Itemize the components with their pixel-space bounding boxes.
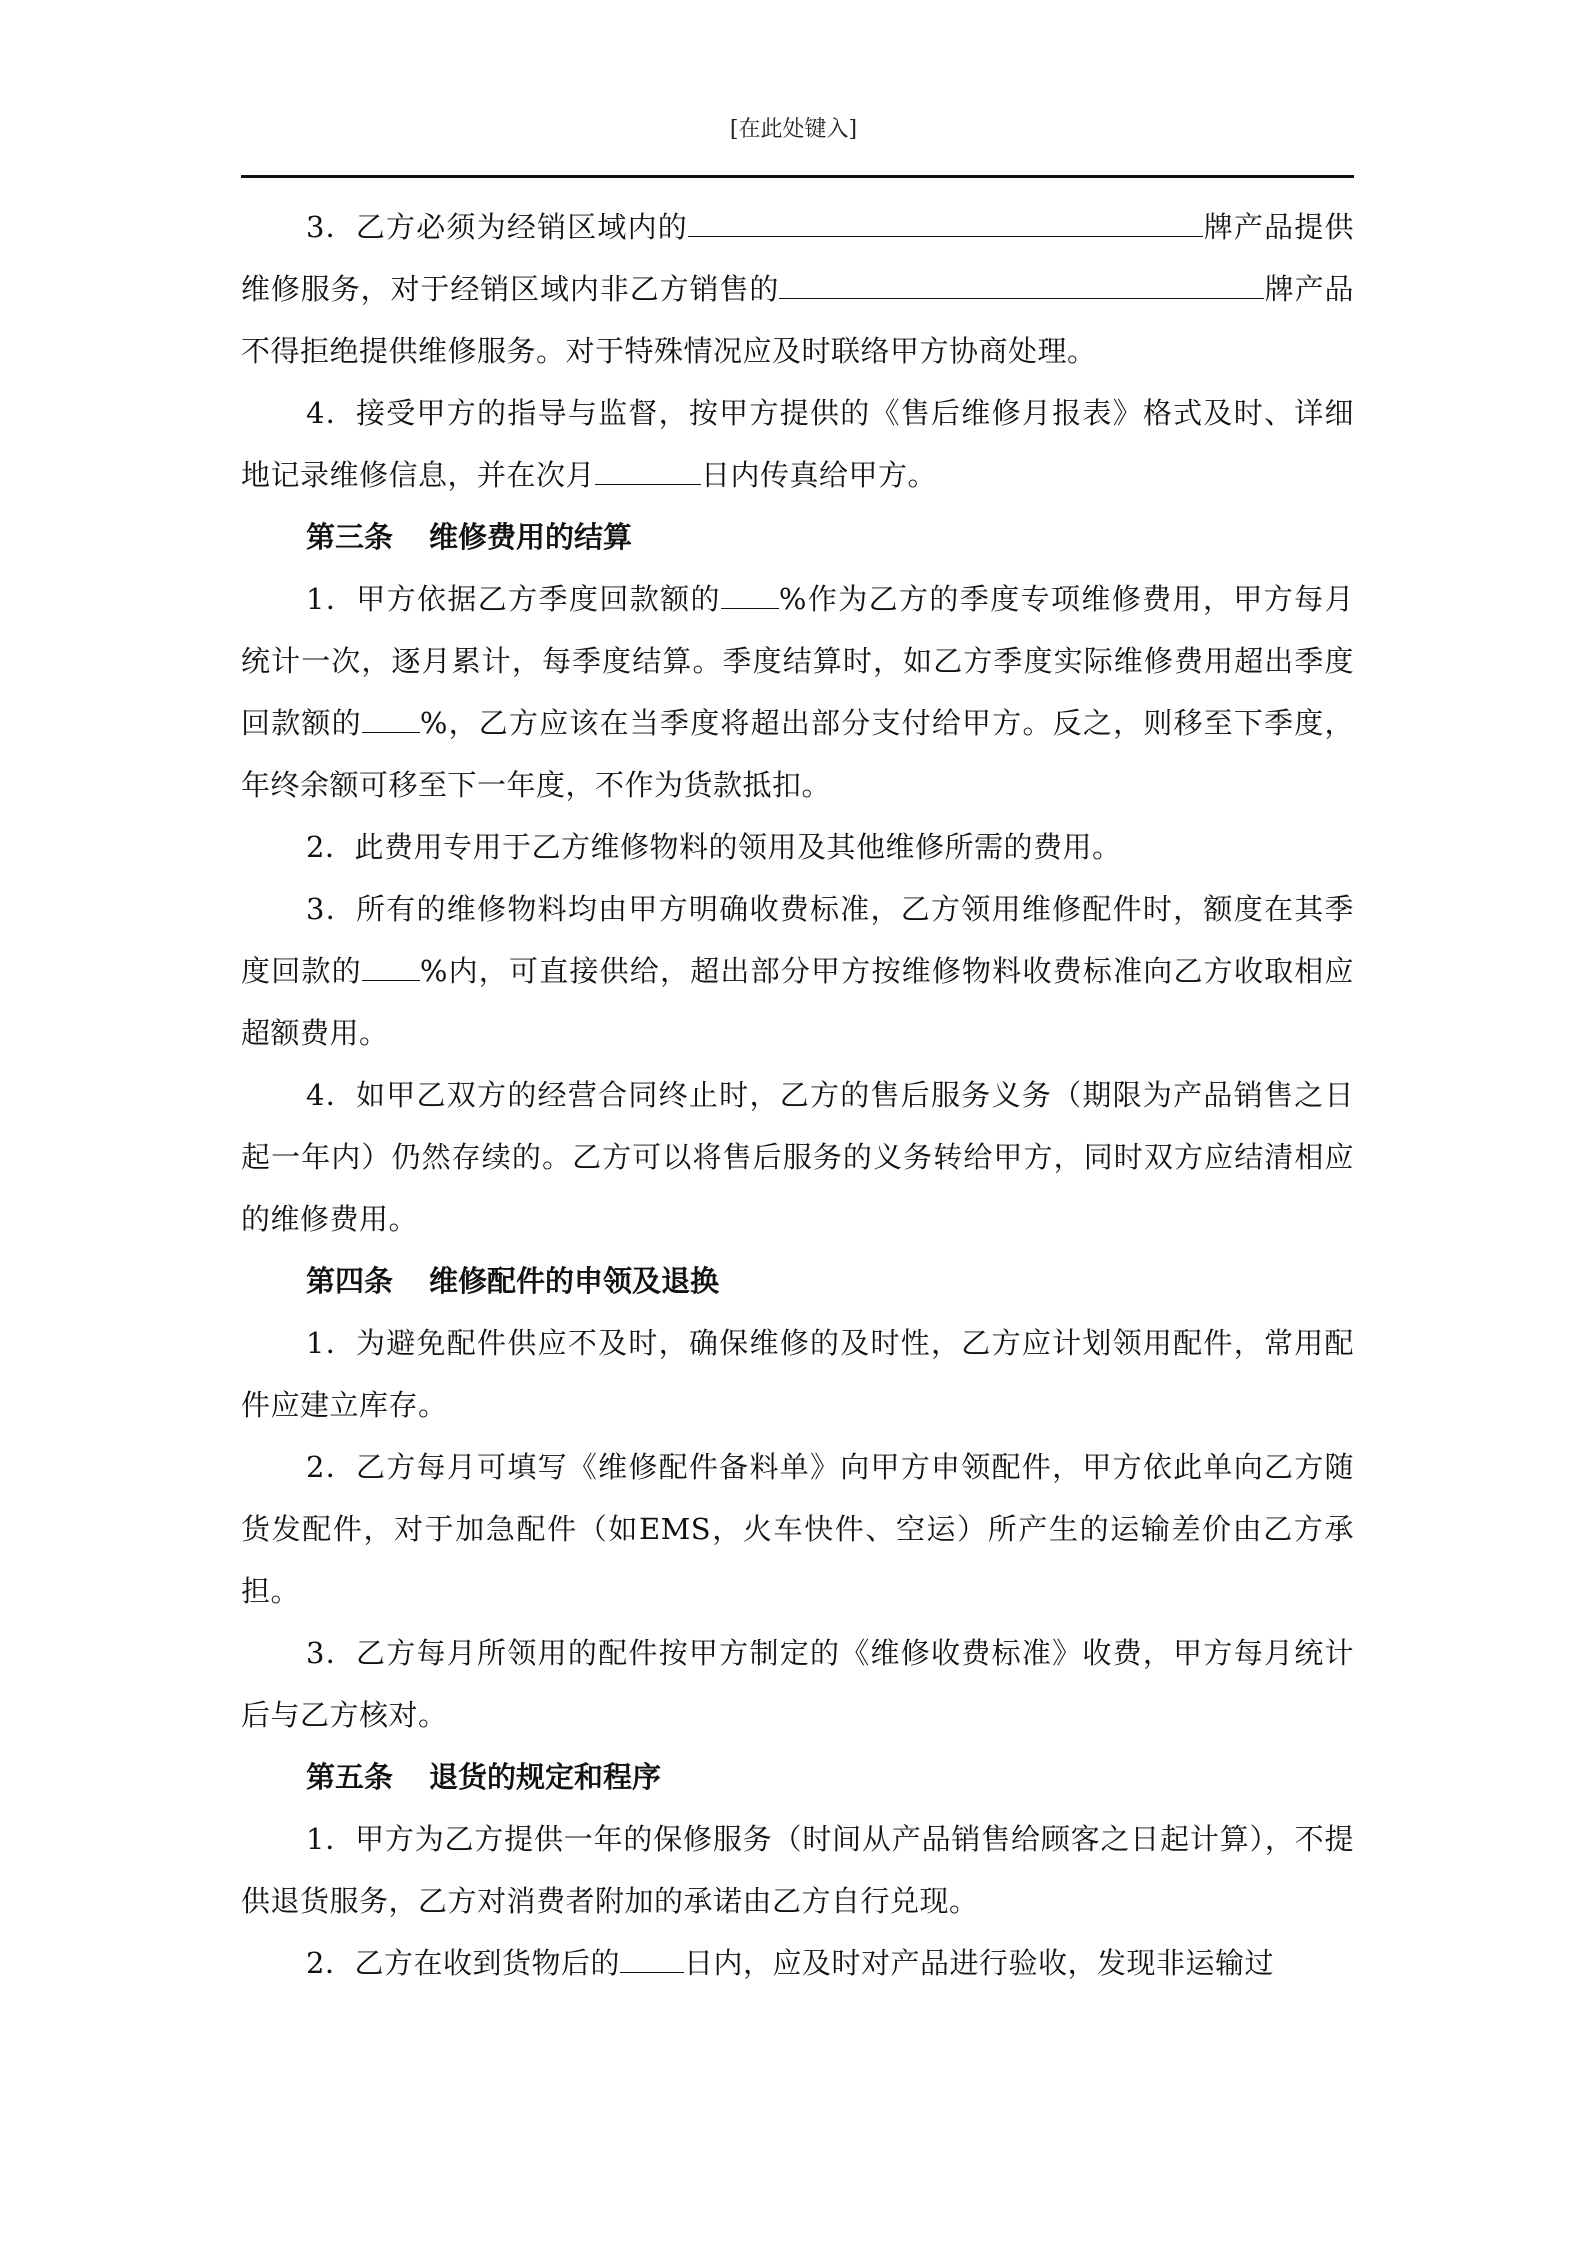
clause-4-item-3 [241, 1622, 1354, 1746]
text-run: 1．甲方为乙方提供一年的保修服务（时间从产品销售给顾客之日起计算），不提供退货服务，乙方对消费者附加的承诺由乙方自行兑现。 [241, 1822, 1354, 1918]
text-run: 2．此费用专用于乙方维修物料的领用及其他维修所需的费用。 [306, 830, 1122, 864]
text-run: 1．甲方依据乙方季度回款额的 [306, 582, 721, 616]
clause-4-item-2 [241, 1436, 1354, 1622]
text-run: 3．乙方必须为经销区域内的 [306, 210, 689, 244]
fill-blank-brand-2 [779, 268, 1264, 299]
article-number: 第四条 [306, 1264, 394, 1298]
clause-5-item-1 [241, 1808, 1354, 1932]
fill-blank-days [595, 454, 701, 485]
text-run: 日内，应及时对产品进行验收，发现非运输过 [683, 1946, 1274, 1980]
clause-3-item-2 [241, 816, 1354, 878]
clause-4-item-1 [241, 1312, 1354, 1436]
header-rule [241, 175, 1354, 178]
text-run: %，乙方应该在当季度将超出部分支付给甲方。反之，则移至下季度，年终余额可移至下一年度，不作为货款抵扣。 [241, 706, 1354, 802]
article-title: 维修配件的申领及退换 [429, 1264, 720, 1298]
text-run: 2．乙方在收到货物后的 [306, 1946, 620, 1980]
article-title: 退货的规定和程序 [429, 1760, 662, 1794]
text-run: 牌产品提供维修服务，对于经销区域内非乙方销售的 [241, 210, 1354, 306]
fill-blank-percent-3 [362, 950, 420, 981]
text-run: 4．接受甲方的指导与监督，按甲方提供的《售后维修月报表》格式及时、详细地记录维修信息，并在次月 [241, 396, 1354, 492]
text-run: 2．乙方每月可填写《维修配件备料单》向甲方申领配件，甲方依此单向乙方随货发配件，对于加急配件（如EMS，火车快件、空运）所产生的运输差价由乙方承担。 [241, 1450, 1354, 1608]
clause-5-item-2 [241, 1932, 1354, 1994]
text-run: 牌产品不得拒绝提供维修服务。对于特殊情况应及时联络甲方协商处理。 [241, 272, 1354, 368]
document-body [241, 196, 1354, 1994]
article-number: 第三条 [306, 520, 394, 554]
text-run: 日内传真给甲方。 [701, 458, 938, 492]
article-number: 第五条 [306, 1760, 394, 1794]
article-3-heading [241, 506, 1354, 568]
article-4-heading [241, 1250, 1354, 1312]
text-run: %内，可直接供给，超出部分甲方按维修物料收费标准向乙方收取相应超额费用。 [241, 954, 1354, 1050]
article-5-heading [241, 1746, 1354, 1808]
fill-blank-percent-1 [721, 578, 779, 609]
text-run: %作为乙方的季度专项维修费用，甲方每月统计一次，逐月累计，每季度结算。季度结算时，如乙方季度实际维修费用超出季度回款额的 [241, 582, 1355, 740]
fill-blank-percent-2 [362, 702, 420, 733]
text-run: 3．乙方每月所领用的配件按甲方制定的《维修收费标准》收费，甲方每月统计后与乙方核对。 [241, 1636, 1354, 1732]
clause-3-item-1 [241, 568, 1354, 816]
text-run: 3．所有的维修物料均由甲方明确收费标准，乙方领用维修配件时，额度在其季度回款的 [241, 892, 1354, 988]
text-run: 4．如甲乙双方的经营合同终止时，乙方的售后服务义务（期限为产品销售之日起一年内）仍然存续的。乙方可以将售后服务的义务转给甲方，同时双方应结清相应的维修费用。 [241, 1078, 1354, 1236]
clause-2-item-3 [241, 196, 1354, 382]
fill-blank-brand-1 [688, 206, 1203, 237]
fill-blank-days-2 [620, 1942, 684, 1973]
clause-2-item-4 [241, 382, 1354, 506]
clause-3-item-3 [241, 878, 1354, 1064]
text-run: 1．为避免配件供应不及时，确保维修的及时性，乙方应计划领用配件，常用配件应建立库存。 [241, 1326, 1354, 1422]
page-header: [在此处键入] [729, 117, 858, 142]
article-title: 维修费用的结算 [429, 520, 633, 554]
clause-3-item-4 [241, 1064, 1354, 1250]
